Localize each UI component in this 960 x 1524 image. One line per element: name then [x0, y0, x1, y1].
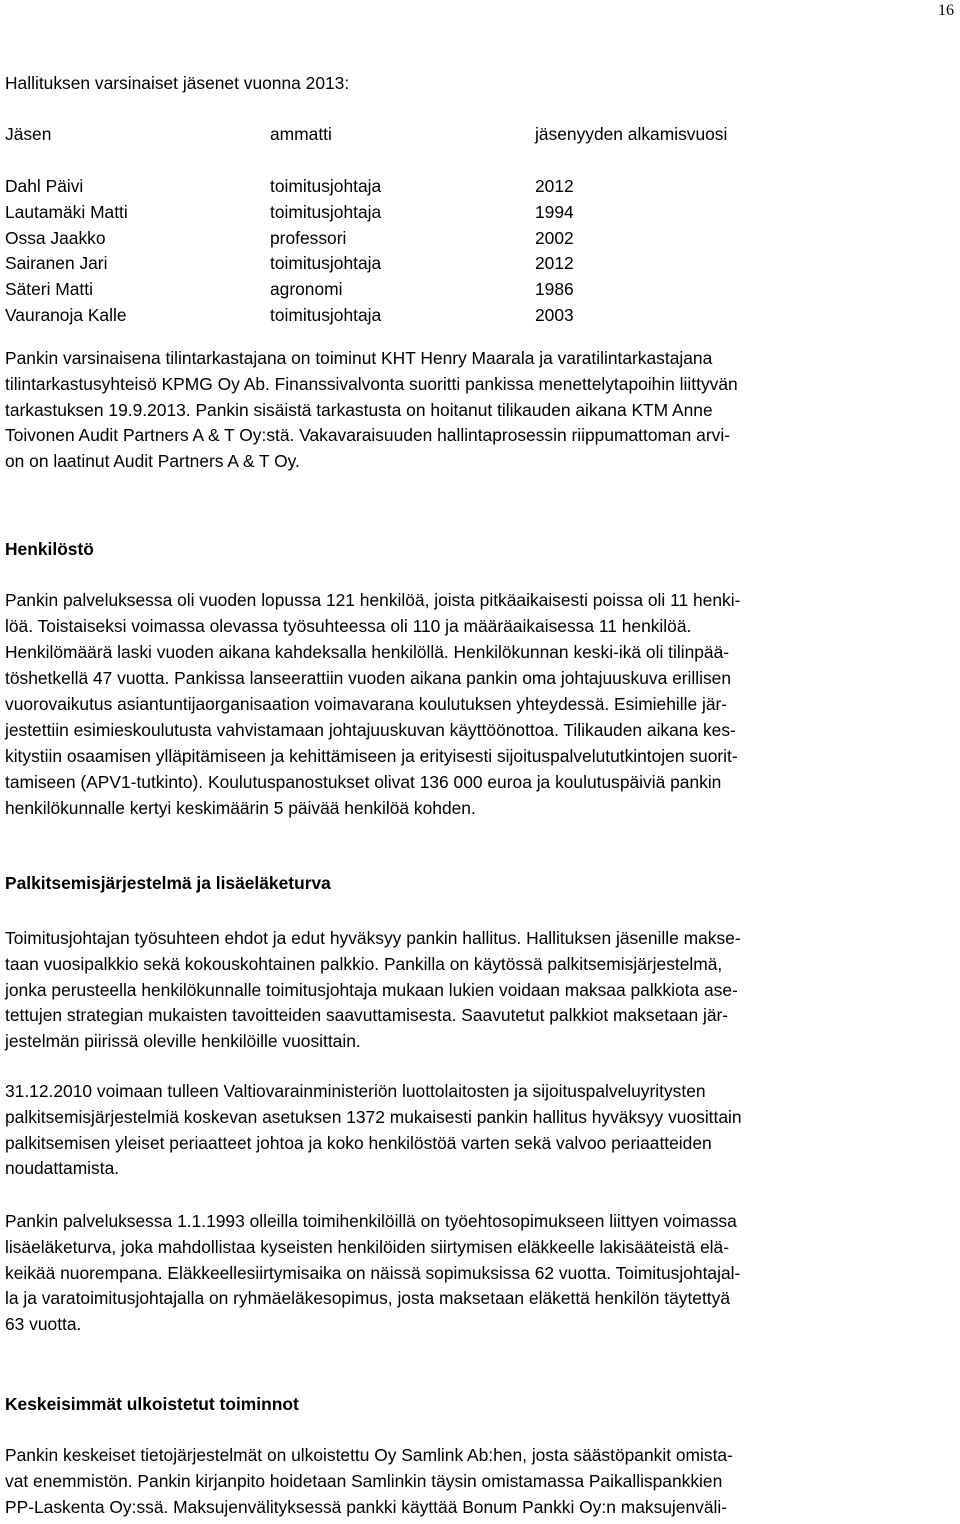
- text-line: henkilökunnalle kertyi keskimäärin 5 päivää henkilöä kohden.: [5, 798, 476, 818]
- text-line: lisäeläketurva, joka mahdollistaa kyseisten henkilöiden siirtymisen eläkkeelle lakisääteistä elä-: [5, 1236, 730, 1257]
- text-line: Pankin palveluksessa 1.1.1993 olleilla toimihenkilöillä on työehtosopimukseen liittyen voimassa: [5, 1211, 737, 1231]
- table-cell-start-year: 2012: [535, 253, 574, 274]
- table-header-start-year: jäsenyyden alkamisvuosi: [535, 124, 728, 144]
- text-line: 63 vuotta.: [5, 1314, 82, 1335]
- table-cell-start-year: 2012: [535, 176, 574, 196]
- text-line: vuorovaikutus asiantuntijaorganisaation voimavarana koulutuksen yhteydessä. Esimiehille jär-: [5, 694, 728, 714]
- table-cell-start-year: 2002: [535, 227, 574, 248]
- text-line: Pankin keskeiset tietojärjestelmät on ulkoistettu Oy Samlink Ab:hen, josta säästöpankit omista-: [5, 1445, 733, 1465]
- text-line: töshetkellä 47 vuotta. Pankissa lanseerattiin vuoden aikana pankin oma johtajuuskuva erillisen: [5, 668, 732, 688]
- text-line: noudattamista.: [5, 1158, 120, 1179]
- table-cell-member: Lautamäki Matti: [5, 201, 128, 222]
- table-cell-profession: toimitusjohtaja: [270, 176, 382, 196]
- text-line: tilintarkastusyhteisö KPMG Oy Ab. Finanssivalvonta suoritti pankissa menettelytapoihin liittyvän: [5, 373, 738, 394]
- text-line: Henkilömäärä laski vuoden aikana kahdeksalla henkilöllä. Henkilökunnan keski-ikä oli tilinpää-: [5, 642, 730, 662]
- text-line: kitystiin osaamisen ylläpitämiseen ja kehittämiseen ja erityisesti sijoituspalvelututkintojen suorit-: [5, 746, 738, 766]
- text-line: PP-Laskenta Oy:ssä. Maksujenvälityksessä pankki käyttää Bonum Pankki Oy:n maksujenväli-: [5, 1496, 728, 1517]
- text-line: 31.12.2010 voimaan tulleen Valtiovarainministeriön luottolaitosten ja sijoituspalveluyritysten: [5, 1081, 706, 1101]
- table-cell-start-year: 1986: [535, 279, 574, 300]
- text-line: Pankin varsinaisena tilintarkastajana on toiminut KHT Henry Maarala ja varatilintarkastajana: [5, 348, 713, 368]
- text-line: jestettiin esimieskoulutusta vahvistamaan johtajuuskuvan käyttöönottoa. Tilikauden aikana kes-: [5, 720, 736, 740]
- text-line: tamiseen (APV1-tutkinto). Koulutuspanostukset olivat 136 000 euroa ja koulutuspäiviä pankin: [5, 772, 722, 792]
- text-line: taan vuosipalkkio sekä kokouskohtainen palkkio. Pankilla on käytössä palkitsemisjärjestelmä,: [5, 953, 723, 974]
- text-line: tarkastuksen 19.9.2013. Pankin sisäistä tarkastusta on hoitanut tilikauden aikana KTM Anne: [5, 399, 713, 420]
- staff-heading: Henkilöstö: [5, 539, 94, 559]
- text-line: löä. Toistaiseksi voimassa olevassa työsuhteessa oli 110 ja määräaikaisessa 11 henkilöä.: [5, 616, 692, 636]
- table-cell-profession: toimitusjohtaja: [270, 305, 382, 325]
- table-cell-member: Säteri Matti: [5, 279, 93, 300]
- text-line: jonka perusteella henkilökunnalle toimitusjohtaja mukaan lukien voidaan maksaa palkkiota ase-: [5, 979, 738, 1000]
- table-cell-start-year: 2003: [535, 305, 574, 325]
- board-title: Hallituksen varsinaiset jäsenet vuonna 2013:: [5, 73, 350, 93]
- page-number: 16: [938, 2, 954, 19]
- text-line: jestelmän piirissä oleville henkilöille vuosittain.: [5, 1031, 361, 1052]
- text-line: on on laatinut Audit Partners A & T Oy.: [5, 451, 300, 472]
- text-line: Toimitusjohtajan työsuhteen ehdot ja edut hyväksyy pankin hallitus. Hallituksen jäsenille makse-: [5, 928, 741, 948]
- table-cell-member: Vauranoja Kalle: [5, 305, 127, 325]
- table-cell-member: Ossa Jaakko: [5, 227, 106, 248]
- outsourced-heading: Keskeisimmät ulkoistetut toiminnot: [5, 1394, 299, 1414]
- table-cell-profession: agronomi: [270, 279, 343, 300]
- table-cell-start-year: 1994: [535, 201, 574, 222]
- rewards-heading: Palkitsemisjärjestelmä ja lisäeläketurva: [5, 873, 331, 893]
- table-cell-member: Dahl Päivi: [5, 176, 84, 196]
- table-cell-profession: professori: [270, 227, 347, 248]
- text-line: palkitsemisen yleiset periaatteet johtoa ja koko henkilöstöä varten sekä valvoo periaatteiden: [5, 1132, 712, 1153]
- table-cell-profession: toimitusjohtaja: [270, 201, 382, 222]
- text-line: keikää nuorempana. Eläkkeellesiirtymisaika on näissä sopimuksissa 62 vuotta. Toimitusjohtajal-: [5, 1262, 741, 1283]
- table-cell-profession: toimitusjohtaja: [270, 253, 382, 274]
- text-line: Pankin palveluksessa oli vuoden lopussa 121 henkilöä, joista pitkäaikaisesti poissa oli 11 henki-: [5, 590, 741, 610]
- table-header-profession: ammatti: [270, 124, 332, 144]
- table-header-member: Jäsen: [5, 124, 52, 144]
- text-line: vat enemmistön. Pankin kirjanpito hoidetaan Samlinkin täysin omistamassa Paikallispankkien: [5, 1470, 723, 1491]
- text-line: palkitsemisjärjestelmiä koskevan asetuksen 1372 mukaisesti pankin hallitus hyväksyy vuosittain: [5, 1106, 742, 1127]
- text-line: Toivonen Audit Partners A & T Oy:stä. Vakavaraisuuden hallintaprosessin riippumattoman arvi-: [5, 425, 730, 446]
- text-line: tettujen strategian mukaisten tavoitteiden saavuttamisesta. Saavutetut palkkiot maksetaan jär-: [5, 1005, 729, 1026]
- text-line: la ja varatoimitusjohtajalla on ryhmäeläkesopimus, josta maksetaan eläkettä henkilön täytettyä: [5, 1288, 730, 1309]
- table-cell-member: Sairanen Jari: [5, 253, 108, 274]
